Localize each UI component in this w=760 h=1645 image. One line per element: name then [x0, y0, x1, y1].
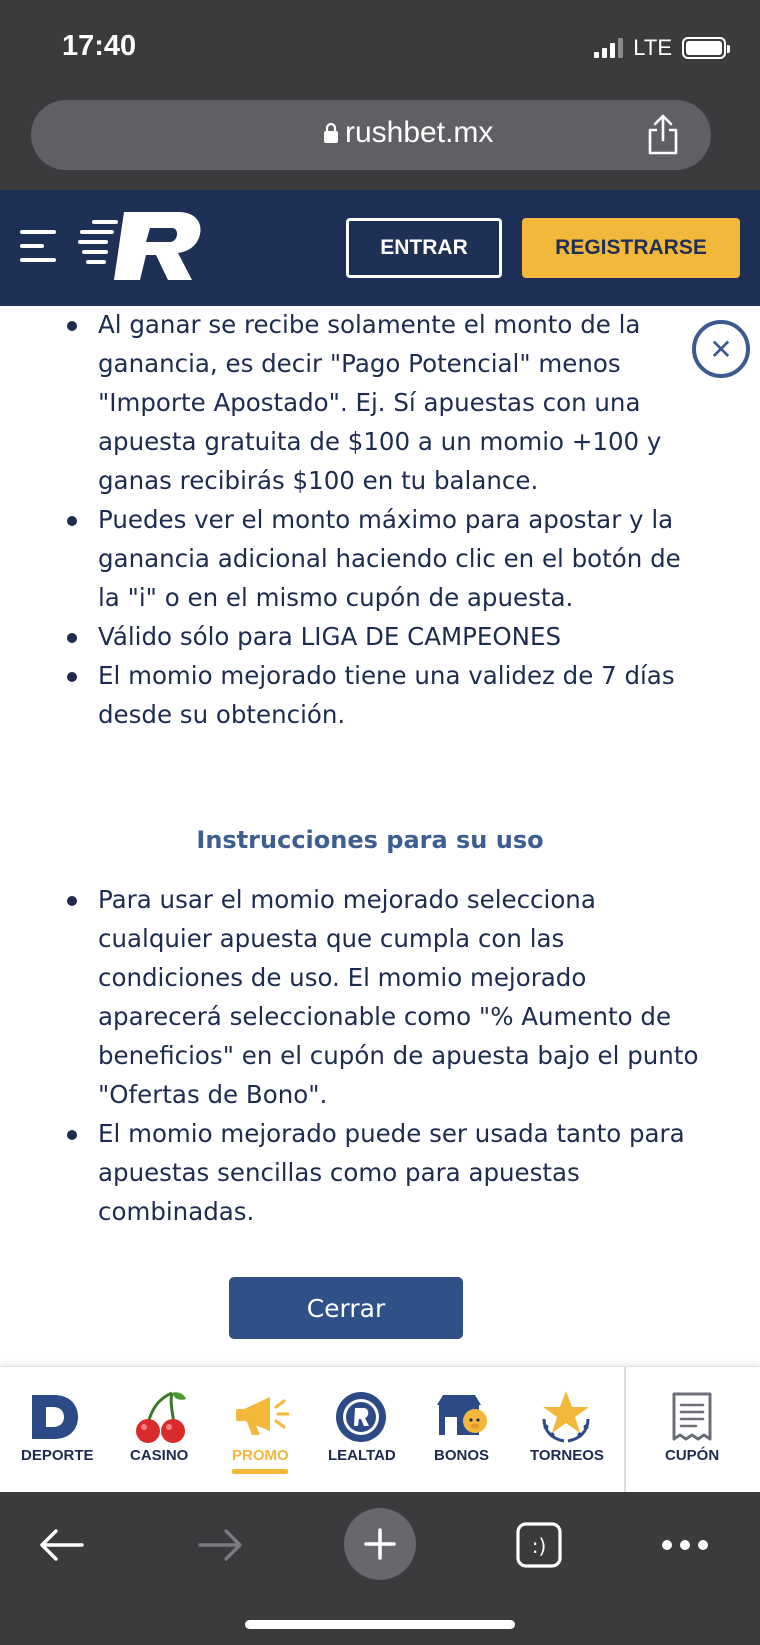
rushbet-logo[interactable] — [78, 210, 208, 282]
nav-label: CUPÓN — [665, 1447, 720, 1464]
list-item: Para usar el momio mejorado selecciona cualquier apuesta que cumpla con las condiciones de uso. El momio mejorado aparecerá seleccionable como "% Aumento de beneficios" en el cupón de apuesta bajo el punto "Ofertas de Bono". — [64, 880, 704, 1114]
new-tab-icon[interactable] — [344, 1508, 416, 1580]
nav-divider — [624, 1367, 626, 1493]
section-title: Instrucciones para su uso — [196, 826, 544, 854]
nav-label: PROMO — [232, 1447, 289, 1464]
url-text: rushbet.mx — [345, 116, 494, 149]
list-item: Al ganar se recibe solamente el monto de la ganancia, es decir "Pago Potencial" menos "Importe Apostado". Ej. Sí apuestas con una apuesta gratuita de $100 a un momio +100 y ganas recibirás $100 en tu balance. — [64, 306, 704, 500]
terms-list — [64, 306, 704, 734]
home-indicator — [245, 1620, 515, 1629]
shop-icon — [431, 1387, 491, 1447]
deporte-icon — [25, 1387, 85, 1447]
more-icon[interactable] — [650, 1510, 720, 1580]
list-item: Válido sólo para LIGA DE CAMPEONES — [64, 617, 704, 656]
cherries-icon — [130, 1387, 190, 1447]
nav-torneos[interactable] — [522, 1367, 610, 1493]
nav-cupon[interactable] — [650, 1367, 734, 1493]
site-header — [0, 190, 760, 306]
list-item: Puedes ver el monto máximo para apostar y la ganancia adicional haciendo clic en el botón de la "i" o en el mismo cupón de apuesta. — [64, 500, 704, 617]
promo-terms-panel — [0, 306, 760, 1366]
battery-icon — [682, 37, 726, 59]
lock-icon — [323, 122, 339, 144]
nav-deporte[interactable] — [15, 1367, 95, 1493]
menu-icon[interactable] — [20, 230, 60, 264]
close-button[interactable]: Cerrar — [229, 1277, 463, 1339]
nav-label: CASINO — [130, 1447, 189, 1464]
browser-toolbar — [0, 1492, 760, 1645]
register-button[interactable]: REGISTRARSE — [522, 218, 740, 278]
status-time: 17:40 — [62, 30, 137, 62]
nav-label: DEPORTE — [21, 1447, 94, 1464]
status-bar — [0, 0, 760, 190]
svg-text::): :) — [531, 1534, 547, 1558]
nav-label: BONOS — [434, 1447, 490, 1464]
active-indicator — [232, 1469, 288, 1474]
tabs-icon[interactable] — [504, 1510, 574, 1580]
status-indicators — [594, 34, 726, 62]
address-bar[interactable] — [31, 100, 711, 170]
megaphone-icon — [232, 1387, 292, 1447]
share-icon[interactable] — [645, 114, 681, 156]
signal-icon — [594, 38, 623, 58]
network-label: LTE — [633, 35, 672, 60]
instructions-list — [64, 880, 704, 1231]
rewards-badge-icon — [331, 1387, 391, 1447]
close-icon[interactable]: ✕ — [692, 320, 750, 378]
nav-bonos[interactable] — [421, 1367, 501, 1493]
coupon-icon — [662, 1387, 722, 1447]
nav-label: TORNEOS — [530, 1447, 604, 1464]
back-icon[interactable] — [26, 1510, 96, 1580]
bottom-nav — [0, 1366, 760, 1492]
login-button[interactable]: ENTRAR — [346, 218, 502, 278]
nav-label: LEALTAD — [328, 1447, 396, 1464]
nav-promo[interactable] — [222, 1367, 302, 1493]
trophy-star-icon — [536, 1387, 596, 1447]
nav-casino[interactable] — [120, 1367, 200, 1493]
list-item: El momio mejorado tiene una validez de 7 días desde su obtención. — [64, 656, 704, 734]
forward-icon[interactable] — [186, 1510, 256, 1580]
list-item: El momio mejorado puede ser usada tanto para apuestas sencillas como para apuestas combinadas. — [64, 1114, 704, 1231]
nav-lealtad[interactable] — [321, 1367, 401, 1493]
